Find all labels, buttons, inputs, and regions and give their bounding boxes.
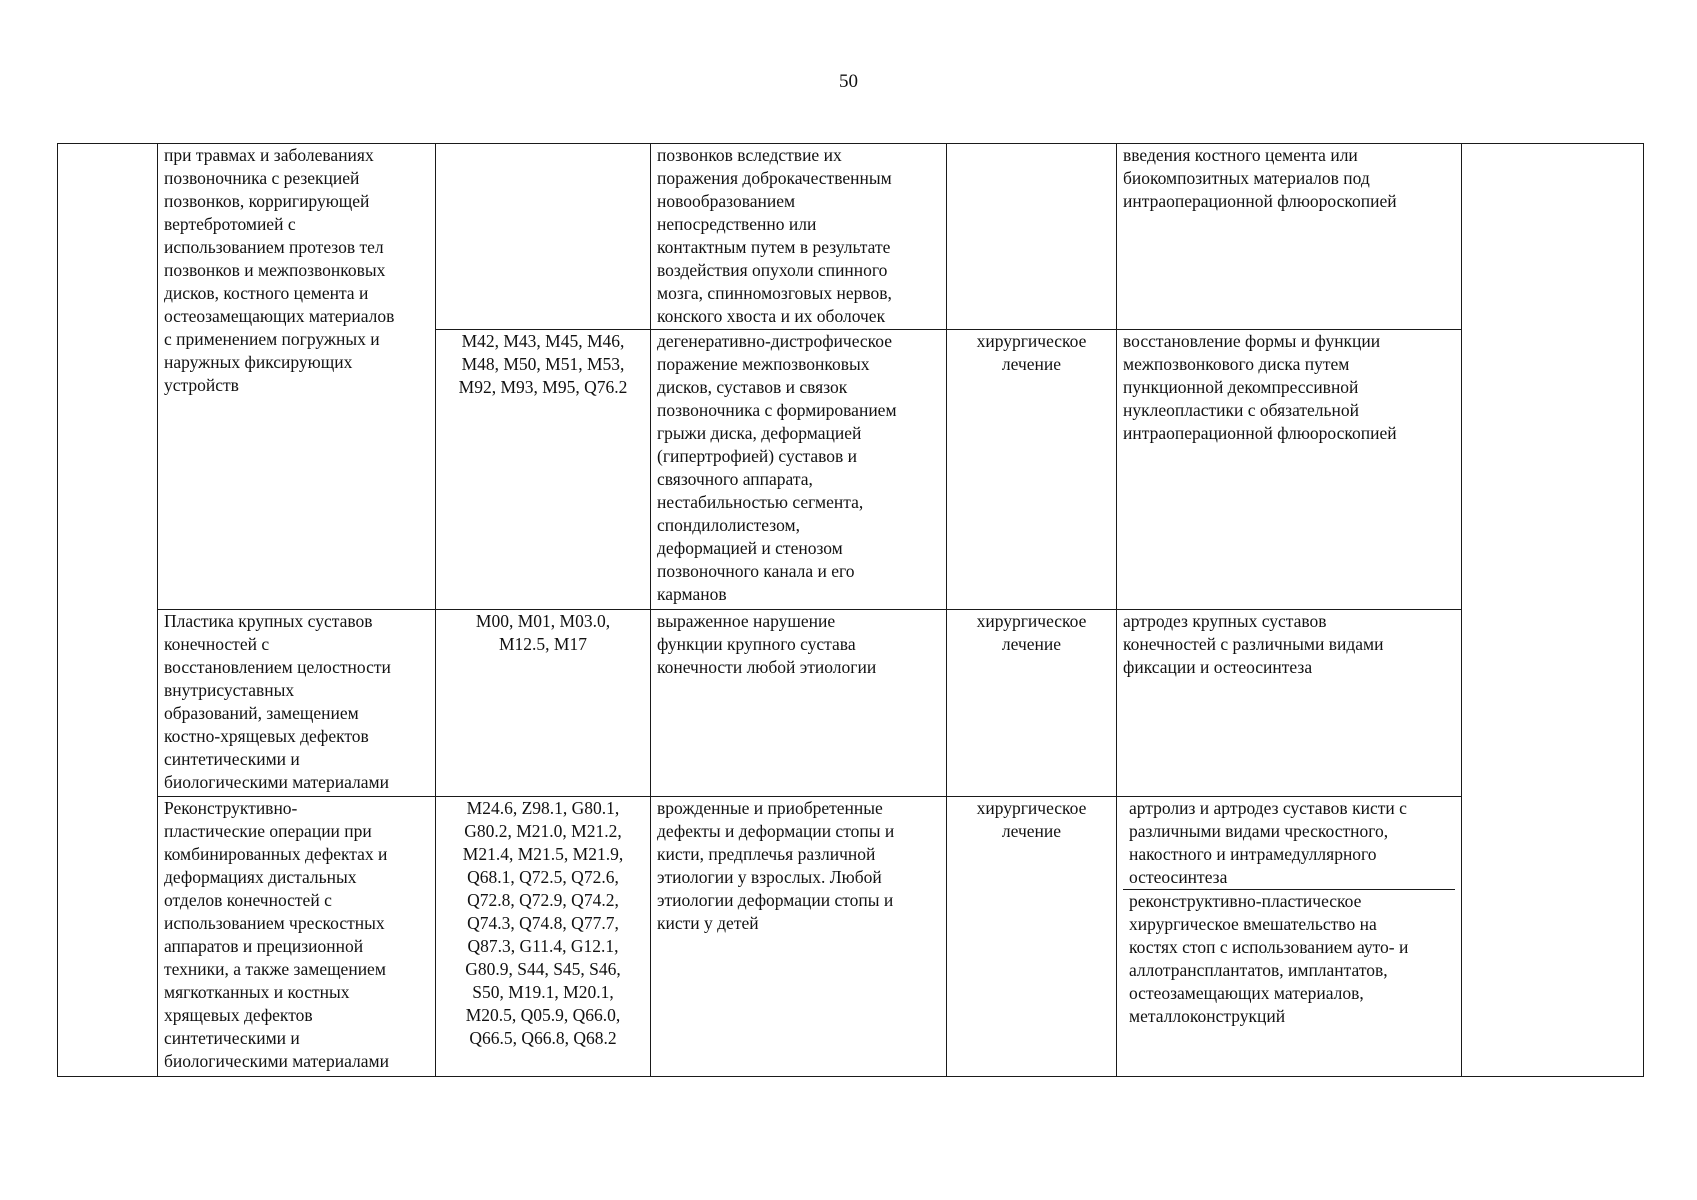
condition-cell bbox=[651, 797, 947, 1077]
text-line: хирургическое bbox=[976, 611, 1087, 631]
text-line: артролиз и артродез суставов кисти с bbox=[1129, 798, 1407, 818]
text-line: дисков, костного цемента и bbox=[164, 283, 369, 303]
text-line: аллотрансплантатов, имплантатов, bbox=[1129, 960, 1388, 980]
medical-care-table bbox=[57, 143, 1644, 1077]
text-line: конечностей с различными видами bbox=[1123, 634, 1384, 654]
text-line: Q66.5, Q66.8, Q68.2 bbox=[469, 1028, 617, 1048]
text-line: M42, M43, M45, M46, bbox=[461, 331, 625, 351]
method-subcell bbox=[1123, 797, 1455, 890]
text-line: Реконструктивно- bbox=[164, 798, 298, 818]
text-line: мозга, спинномозговых нервов, bbox=[657, 283, 892, 303]
text-line: Q87.3, G11.4, G12.1, bbox=[467, 936, 619, 956]
text-line: этиологии у взрослых. Любой bbox=[657, 867, 882, 887]
text-line: восстановлением целостности bbox=[164, 657, 391, 677]
text-line: конечности любой этиологии bbox=[657, 657, 877, 677]
condition-cell bbox=[651, 330, 947, 610]
text-line: различными видами чрескостного, bbox=[1129, 821, 1389, 841]
text-line: лечение bbox=[1001, 354, 1062, 374]
text-line: деформацией и стенозом bbox=[657, 538, 843, 558]
text-line: восстановление формы и функции bbox=[1123, 331, 1381, 351]
text-line: фиксации и остеосинтеза bbox=[1123, 657, 1313, 677]
text-line: Q68.1, Q72.5, Q72.6, bbox=[467, 867, 619, 887]
icd-codes-cell bbox=[436, 610, 651, 797]
treatment-type-cell bbox=[947, 797, 1117, 1077]
icd-codes-cell bbox=[436, 797, 651, 1077]
text-line: G80.2, M21.0, M21.2, bbox=[464, 821, 622, 841]
text-line: хрящевых дефектов bbox=[164, 1005, 313, 1025]
text-line: наружных фиксирующих bbox=[164, 352, 353, 372]
text-line: металлоконструкций bbox=[1129, 1006, 1286, 1026]
text-line: выраженное нарушение bbox=[657, 611, 836, 631]
text-line: карманов bbox=[657, 584, 727, 604]
text-line: дегенеративно-дистрофическое bbox=[657, 331, 893, 351]
text-line: интраоперационной флюороскопией bbox=[1123, 191, 1397, 211]
text-line: синтетическими и bbox=[164, 1028, 300, 1048]
method-subcell bbox=[1123, 890, 1455, 1028]
text-line: вертебротомией с bbox=[164, 214, 296, 234]
text-line: пункционной декомпрессивной bbox=[1123, 377, 1359, 397]
text-line: поражения доброкачественным bbox=[657, 168, 892, 188]
text-line: лечение bbox=[1001, 821, 1062, 841]
text-line: позвоночника с формированием bbox=[657, 400, 897, 420]
text-line: биологическими материалами bbox=[164, 1051, 389, 1071]
treatment-type-cell bbox=[947, 330, 1117, 610]
text-line: введения костного цемента или bbox=[1123, 145, 1358, 165]
text-line: M48, M50, M51, M53, bbox=[461, 354, 625, 374]
treatment-type-cell bbox=[947, 144, 1117, 330]
page-number: 50 bbox=[839, 71, 858, 92]
table-row bbox=[58, 797, 1644, 1077]
text-line: кисти у детей bbox=[657, 913, 759, 933]
text-line: позвоночного канала и его bbox=[657, 561, 855, 581]
text-line: M20.5, Q05.9, Q66.0, bbox=[465, 1005, 621, 1025]
icd-codes-cell bbox=[436, 144, 651, 330]
cost-cell bbox=[1462, 144, 1644, 1077]
text-line: дисков, суставов и связок bbox=[657, 377, 848, 397]
table-row bbox=[58, 144, 1644, 330]
text-line: при травмах и заболеваниях bbox=[164, 145, 374, 165]
text-line: аппаратов и прецизионной bbox=[164, 936, 364, 956]
text-line: использованием протезов тел bbox=[164, 237, 384, 257]
text-line: воздействия опухоли спинного bbox=[657, 260, 888, 280]
index-cell bbox=[58, 144, 158, 1077]
condition-cell bbox=[651, 144, 947, 330]
text-line: техники, а также замещением bbox=[164, 959, 386, 979]
text-line: (гипертрофией) суставов и bbox=[657, 446, 858, 466]
text-line: остеозамещающих материалов bbox=[164, 306, 395, 326]
text-line: костно-хрящевых дефектов bbox=[164, 726, 369, 746]
method-cell bbox=[1117, 144, 1462, 330]
text-line: функции крупного сустава bbox=[657, 634, 856, 654]
text-line: биологическими материалами bbox=[164, 772, 389, 792]
text-line: M00, M01, M03.0, bbox=[475, 611, 611, 631]
text-line: образований, замещением bbox=[164, 703, 359, 723]
text-line: мягкотканных и костных bbox=[164, 982, 350, 1002]
text-line: непосредственно или bbox=[657, 214, 817, 234]
text-line: этиологии деформации стопы и bbox=[657, 890, 894, 910]
condition-cell bbox=[651, 610, 947, 797]
text-line: грыжи диска, деформацией bbox=[657, 423, 862, 443]
text-line: комбинированных дефектах и bbox=[164, 844, 388, 864]
text-line: дефекты и деформации стопы и bbox=[657, 821, 895, 841]
text-line: новообразованием bbox=[657, 191, 796, 211]
table-row bbox=[58, 610, 1644, 797]
text-line: спондилолистезом, bbox=[657, 515, 800, 535]
text-line: врожденные и приобретенные bbox=[657, 798, 883, 818]
text-line: M21.4, M21.5, M21.9, bbox=[462, 844, 624, 864]
text-line: позвонков вследствие их bbox=[657, 145, 842, 165]
text-line: Пластика крупных суставов bbox=[164, 611, 373, 631]
text-line: Q72.8, Q72.9, Q74.2, bbox=[467, 890, 619, 910]
text-line: хирургическое вмешательство на bbox=[1129, 914, 1377, 934]
text-line: позвонков, корригирующей bbox=[164, 191, 370, 211]
text-line: нестабильностью сегмента, bbox=[657, 492, 864, 512]
care-type-cell bbox=[158, 144, 436, 610]
text-line: Q74.3, Q74.8, Q77.7, bbox=[467, 913, 619, 933]
care-type-cell bbox=[158, 610, 436, 797]
text-line: M92, M93, M95, Q76.2 bbox=[458, 377, 628, 397]
text-line: контактным путем в результате bbox=[657, 237, 891, 257]
text-line: биокомпозитных материалов под bbox=[1123, 168, 1370, 188]
text-line: позвоночника с резекцией bbox=[164, 168, 360, 188]
method-cell bbox=[1117, 610, 1462, 797]
text-line: конского хвоста и их оболочек bbox=[657, 306, 886, 326]
text-line: деформациях дистальных bbox=[164, 867, 357, 887]
text-line: M12.5, M17 bbox=[499, 634, 587, 654]
text-line: костях стоп с использованием ауто- и bbox=[1129, 937, 1409, 957]
text-line: хирургическое bbox=[976, 798, 1087, 818]
text-line: хирургическое bbox=[976, 331, 1087, 351]
text-line: с применением погружных и bbox=[164, 329, 380, 349]
method-cell bbox=[1117, 797, 1462, 1077]
text-line: отделов конечностей с bbox=[164, 890, 332, 910]
treatment-type-cell bbox=[947, 610, 1117, 797]
text-line: остеосинтеза bbox=[1129, 867, 1228, 887]
text-line: G80.9, S44, S45, S46, bbox=[465, 959, 621, 979]
text-line: накостного и интрамедуллярного bbox=[1129, 844, 1377, 864]
text-line: устройств bbox=[164, 375, 239, 395]
text-line: кисти, предплечья различной bbox=[657, 844, 876, 864]
text-line: нуклеопластики с обязательной bbox=[1123, 400, 1360, 420]
text-line: использованием чрескостных bbox=[164, 913, 385, 933]
icd-codes-cell bbox=[436, 330, 651, 610]
care-type-cell bbox=[158, 797, 436, 1077]
method-cell bbox=[1117, 330, 1462, 610]
text-line: межпозвонкового диска путем bbox=[1123, 354, 1350, 374]
text-line: синтетическими и bbox=[164, 749, 300, 769]
text-line: S50, M19.1, M20.1, bbox=[472, 982, 614, 1002]
text-line: реконструктивно-пластическое bbox=[1129, 891, 1362, 911]
text-line: артродез крупных суставов bbox=[1123, 611, 1327, 631]
text-line: лечение bbox=[1001, 634, 1062, 654]
text-line: внутрисуставных bbox=[164, 680, 295, 700]
text-line: пластические операции при bbox=[164, 821, 372, 841]
text-line: связочного аппарата, bbox=[657, 469, 813, 489]
text-line: конечностей с bbox=[164, 634, 270, 654]
text-line: остеозамещающих материалов, bbox=[1129, 983, 1364, 1003]
text-line: поражение межпозвонковых bbox=[657, 354, 870, 374]
text-line: интраоперационной флюороскопией bbox=[1123, 423, 1397, 443]
text-line: позвонков и межпозвонковых bbox=[164, 260, 386, 280]
text-line: M24.6, Z98.1, G80.1, bbox=[466, 798, 620, 818]
